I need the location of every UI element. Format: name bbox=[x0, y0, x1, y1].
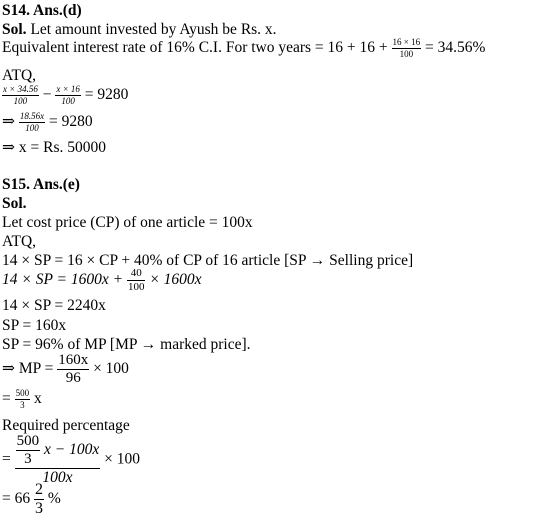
fraction-denominator: 96 bbox=[65, 370, 81, 386]
s15-sol-label: Sol. bbox=[2, 195, 27, 212]
s15-line7 bbox=[2, 353, 129, 386]
s15-line5: SP = 160x bbox=[2, 317, 67, 334]
s15-line6: SP = 96% of MP [MP → marked price]. bbox=[2, 336, 251, 353]
s15-line7-post: × 100 bbox=[93, 360, 129, 378]
fraction-denominator: 3 bbox=[20, 400, 25, 410]
fraction-denominator: 100 bbox=[399, 49, 414, 59]
s14-eq1-fraction-1 bbox=[2, 85, 39, 106]
fraction-numerator: x × 34.56 bbox=[3, 84, 38, 94]
s15-line9: Required percentage bbox=[2, 417, 130, 434]
fraction-numerator: 2 bbox=[35, 481, 43, 498]
implies-arrow: ⇒ bbox=[2, 113, 15, 131]
s14-eq1 bbox=[2, 85, 128, 106]
fraction-denominator: 3 bbox=[35, 500, 43, 517]
fraction-denominator: 100 bbox=[13, 96, 28, 106]
s14-atq: ATQ, bbox=[2, 67, 37, 84]
s15-line4: 14 × SP = 2240x bbox=[2, 297, 106, 314]
s14-line2-fraction bbox=[392, 38, 422, 59]
fraction-denominator: 100 bbox=[127, 281, 145, 293]
s15-line3-pre: 14 × SP = 1600x + bbox=[2, 271, 124, 289]
fraction-numerator: x × 16 bbox=[56, 84, 80, 94]
s15-line8-post: x bbox=[34, 390, 42, 408]
s15-line7-fraction bbox=[57, 353, 89, 386]
s14-sol-label: Sol. bbox=[2, 21, 27, 38]
s14-line2 bbox=[2, 38, 485, 59]
s14-eq1-result: = 9280 bbox=[84, 86, 129, 104]
s14-line2-post: = 34.56% bbox=[424, 39, 486, 57]
numerator-tail: x − 100x bbox=[44, 441, 100, 459]
s14-line2-pre: Equivalent interest rate of 16% C.I. For two years = 16 + 16 + bbox=[2, 39, 388, 57]
fraction-numerator bbox=[15, 434, 101, 469]
s15-line10-post: × 100 bbox=[104, 450, 140, 468]
s15-line11-pre: = 66 bbox=[2, 490, 31, 508]
fraction-denominator: 100 bbox=[25, 123, 39, 133]
fraction-denominator: 100x bbox=[42, 469, 73, 486]
s14-sol-line bbox=[2, 22, 277, 38]
s14-eq2-result: = 9280 bbox=[49, 113, 93, 131]
s15-line3 bbox=[2, 268, 202, 293]
s15-line8 bbox=[2, 389, 42, 410]
s14-eq3: ⇒ x = Rs. 50000 bbox=[2, 139, 106, 156]
fraction-numerator: 16 × 16 bbox=[392, 37, 421, 47]
fraction-denominator: 100 bbox=[61, 96, 75, 106]
s15-atq: ATQ, bbox=[2, 233, 37, 250]
fraction-numerator: 40 bbox=[127, 268, 146, 281]
fraction-numerator: 500 bbox=[16, 433, 40, 449]
s15-line3-fraction bbox=[127, 268, 146, 293]
s15-line11-fraction bbox=[34, 482, 44, 517]
s14-eq2 bbox=[2, 112, 93, 133]
fraction-numerator: 18.56x bbox=[19, 111, 45, 121]
fraction-numerator: 500 bbox=[15, 388, 30, 398]
s15-line11 bbox=[2, 482, 61, 517]
fraction-denominator: 3 bbox=[24, 451, 32, 467]
s15-line10 bbox=[2, 434, 140, 486]
s15-line10-pre: = bbox=[2, 450, 11, 468]
s15-line8-fraction bbox=[15, 389, 31, 410]
s14-eq1-minus: − bbox=[42, 86, 52, 104]
s15-line10-inner-fraction bbox=[16, 434, 41, 467]
s14-line1: Let amount invested by Ayush be Rs. x. bbox=[30, 21, 277, 38]
s15-line3-post: × 1600x bbox=[149, 271, 202, 289]
s15-line1: Let cost price (CP) of one article = 100x bbox=[2, 214, 253, 231]
s15-line7-pre: ⇒ MP = bbox=[2, 360, 54, 378]
s15-heading: S15. Ans.(e) bbox=[2, 176, 80, 193]
s14-heading: S14. Ans.(d) bbox=[2, 2, 82, 19]
fraction-numerator: 160x bbox=[58, 352, 89, 368]
s14-eq2-fraction bbox=[19, 112, 45, 133]
s15-line2: 14 × SP = 16 × CP + 40% of CP of 16 article [SP → Selling price] bbox=[2, 252, 414, 269]
s15-line11-post: % bbox=[47, 490, 61, 508]
s14-eq1-fraction-2 bbox=[55, 85, 81, 106]
s15-line8-pre: = bbox=[2, 390, 11, 408]
s15-line10-fraction bbox=[15, 434, 101, 486]
